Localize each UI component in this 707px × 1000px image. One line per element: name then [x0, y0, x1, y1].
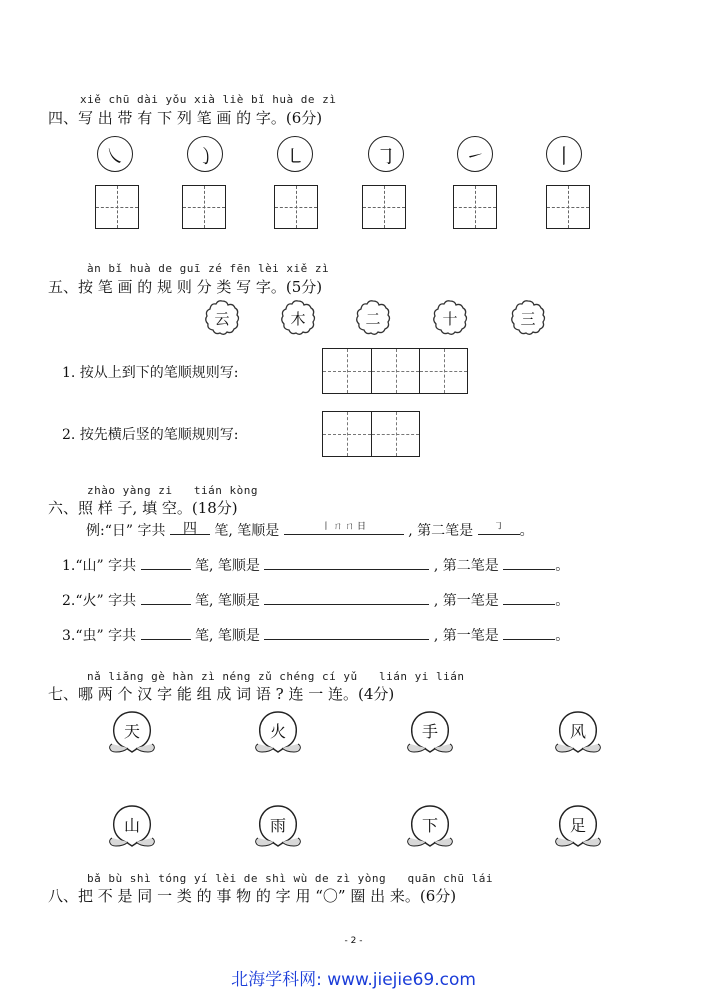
flower-char: 三 — [520, 309, 536, 328]
item-end: 。 — [555, 558, 570, 574]
example-line — [86, 520, 534, 540]
page-number: - 2 - — [344, 936, 363, 946]
section8-pinyin: bǎ bù shì tóng yí lèi de shì wù de zì yòng quān chū lái — [87, 872, 493, 885]
peach-char: 手 — [421, 721, 438, 741]
item-text-a: 1.“山” 字共 — [62, 558, 137, 574]
peach-char: 山 — [123, 815, 140, 835]
example-count-value: 四 — [182, 521, 197, 537]
stroke-circle-4: ㇆ — [368, 136, 404, 172]
example-order-value: 丨 ㄇ ㄇ 日 — [321, 522, 367, 532]
answer-blank-stroke[interactable] — [503, 625, 555, 640]
item-text-c: , 第二笔是 — [433, 558, 499, 574]
section5-title: 五、按 笔 画 的 规 则 分 类 写 字。(5分) — [48, 278, 323, 296]
char-flower-3 — [353, 298, 393, 338]
answer-blank-count[interactable] — [141, 625, 191, 640]
stroke-circle-6: 丨 — [546, 136, 582, 172]
answer-blank-order[interactable] — [264, 555, 429, 570]
section5-q1: 1. 按从上到下的笔顺规则写: — [62, 365, 239, 381]
section4-title: 四、写 出 带 有 下 列 笔 画 的 字。(6分) — [48, 109, 323, 127]
grid-cell[interactable] — [323, 412, 371, 456]
peach-char: 风 — [569, 721, 586, 741]
peach-top-4[interactable] — [552, 708, 604, 756]
flower-char: 十 — [442, 309, 458, 328]
peach-char: 天 — [123, 721, 140, 741]
answer-blank-order[interactable] — [264, 625, 429, 640]
peach-top-3[interactable] — [404, 708, 456, 756]
example-count — [170, 520, 210, 535]
stroke-circle-5: ㇀ — [457, 136, 493, 172]
item-text-b: 笔, 笔顺是 — [195, 593, 260, 609]
flower-char: 云 — [214, 309, 230, 328]
answer-blank-count[interactable] — [141, 590, 191, 605]
section6-pinyin: zhào yàng zi tián kòng — [87, 484, 258, 497]
peach-char: 雨 — [269, 815, 286, 835]
item-text-b: 笔, 笔顺是 — [195, 628, 260, 644]
section5-pinyin: àn bǐ huà de guī zé fēn lèi xiě zì — [87, 262, 330, 275]
footer-watermark[interactable]: 北海学科网: www.jiejie69.com — [231, 970, 476, 990]
stroke-circle-1: ㇏ — [97, 136, 133, 172]
writing-grid-4[interactable] — [362, 185, 406, 229]
section7-pinyin: nǎ liǎng gè hàn zì néng zǔ chéng cí yǔ lián yi lián — [87, 670, 465, 683]
writing-grid-1[interactable] — [95, 185, 139, 229]
peach-bottom-1[interactable] — [106, 802, 158, 850]
answer-blank-stroke[interactable] — [503, 590, 555, 605]
answer-blank-stroke[interactable] — [503, 555, 555, 570]
grid-row-2[interactable] — [322, 411, 420, 457]
section8-title: 八、把 不 是 同 一 类 的 事 物 的 字 用 “〇” 圈 出 来。(6分) — [48, 887, 457, 905]
stroke-circle-2: ㇁ — [187, 136, 223, 172]
grid-cell[interactable] — [419, 349, 467, 393]
peach-bottom-3[interactable] — [404, 802, 456, 850]
writing-grid-3[interactable] — [274, 185, 318, 229]
section6-title: 六、照 样 子, 填 空。(18分) — [48, 499, 238, 517]
fill-item-3 — [62, 625, 569, 645]
grid-cell[interactable] — [371, 412, 419, 456]
peach-char: 足 — [569, 815, 586, 835]
peach-char: 火 — [269, 721, 286, 741]
grid-row-1[interactable] — [322, 348, 468, 394]
example-order — [284, 520, 404, 535]
answer-blank-count[interactable] — [141, 555, 191, 570]
item-text-c: , 第一笔是 — [433, 628, 499, 644]
section7-title: 七、哪 两 个 汉 字 能 组 成 词 语 ? 连 一 连。(4分) — [48, 685, 395, 703]
char-flower-2 — [278, 298, 318, 338]
flower-char: 木 — [290, 309, 306, 328]
char-flower-1 — [202, 298, 242, 338]
peach-bottom-4[interactable] — [552, 802, 604, 850]
example-end: 。 — [519, 523, 534, 539]
item-text-a: 2.“火” 字共 — [62, 593, 137, 609]
peach-char: 下 — [421, 815, 438, 835]
item-end: 。 — [555, 628, 570, 644]
writing-grid-5[interactable] — [453, 185, 497, 229]
example-second-value: ㇆ — [494, 522, 504, 532]
char-flower-4 — [430, 298, 470, 338]
peach-top-2[interactable] — [252, 708, 304, 756]
writing-grid-6[interactable] — [546, 185, 590, 229]
char-flower-5 — [508, 298, 548, 338]
peach-bottom-2[interactable] — [252, 802, 304, 850]
section5-q2: 2. 按先横后竖的笔顺规则写: — [62, 427, 239, 443]
example-text-a: 例:“日” 字共 — [86, 523, 166, 539]
grid-cell[interactable] — [371, 349, 419, 393]
section4-pinyin: xiě chū dài yǒu xià liè bǐ huà de zì — [80, 93, 337, 106]
example-second — [478, 520, 520, 535]
grid-cell[interactable] — [323, 349, 371, 393]
example-text-c: , 第二笔是 — [408, 523, 474, 539]
answer-blank-order[interactable] — [264, 590, 429, 605]
flower-char: 二 — [365, 309, 381, 328]
item-text-a: 3.“虫” 字共 — [62, 628, 137, 644]
example-text-b: 笔, 笔顺是 — [214, 523, 280, 539]
item-text-c: , 第一笔是 — [433, 593, 499, 609]
fill-item-1 — [62, 555, 569, 575]
stroke-circle-3: ㇄ — [277, 136, 313, 172]
item-end: 。 — [555, 593, 570, 609]
fill-item-2 — [62, 590, 569, 610]
peach-top-1[interactable] — [106, 708, 158, 756]
item-text-b: 笔, 笔顺是 — [195, 558, 260, 574]
writing-grid-2[interactable] — [182, 185, 226, 229]
